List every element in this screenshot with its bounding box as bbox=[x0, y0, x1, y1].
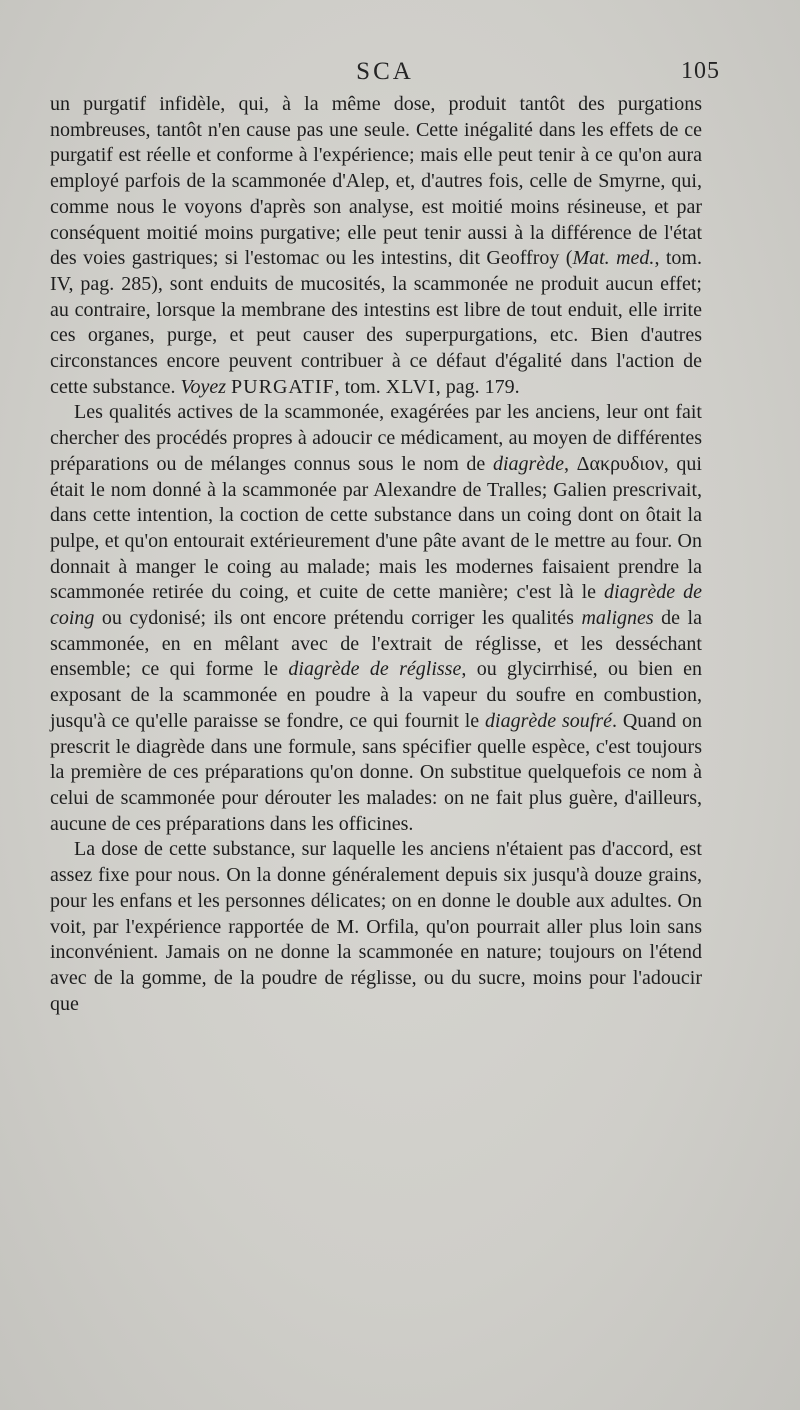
italic-text: diagrède de coing bbox=[50, 581, 702, 630]
text-run: . Quand on prescrit le diagrède dans une formule, sans spécifier quelle espèce, c'est toujours la première de ces préparations qu'on donne. On substitue quelquefois ce nom à celui de scammonée pour dérouter les malades: on ne fait plus guère, d'ailleurs, aucune de ces préparations dans les officines. bbox=[50, 709, 703, 835]
text-run: un purgatif infidèle, qui, à la même dose, produit tantôt des purgations nombreuses, tantôt n'en cause pas une seule. Cette inégalité dans les effets de ce purgatif est réelle et conforme à l'expérience; mais elle peut tenir à ce qu'on aura employé parfois de la scammonée d'Alep, et, d'autres fois, celle de Smyrne, qui, comme nous le voyons d'après son analyse, est moitié moins résineuse, et par conséquent moitié moins purgative; elle peut tenir aussi à la différence de l'état des voies gastriques; si l'estomac ou les intestins, dit Geoffroy ( bbox=[50, 93, 702, 270]
page-number: 105 bbox=[681, 58, 720, 84]
running-title: SCA bbox=[356, 58, 414, 85]
italic-text: Mat. med. bbox=[572, 247, 655, 270]
italic-text: diagrède soufré bbox=[485, 709, 612, 732]
paragraph-2 bbox=[50, 400, 702, 837]
text-run: , tom. bbox=[334, 375, 386, 398]
italic-text: diagrède bbox=[492, 452, 565, 475]
italic-text: diagrède de réglisse bbox=[288, 658, 462, 681]
smallcaps-text: PURGATIF bbox=[231, 375, 335, 398]
smallcaps-text: XLVI bbox=[385, 375, 436, 398]
italic-text: Voyez bbox=[180, 375, 227, 398]
text-run: Les qualités actives de la scammonée, exagérées par les anciens, leur ont fait chercher des procédés propres à adoucir ce médicament, au moyen de différentes préparations ou de mélanges connus sous le nom de bbox=[50, 401, 702, 475]
text-run: , tom. IV, pag. 285), sont enduits de mucosités, la scammonée ne produit aucun effet; au contraire, lorsque la membrane des intestins est libre de tout enduit, elle irrite ces organes, purge, et peut causer des superpurgations, etc. Bien d'autres circonstances encore peuvent contribuer à ce défaut d'égalité dans l'action de cette substance. bbox=[50, 247, 702, 398]
text-run: de la scammonée, en en mêlant avec de l'extrait de réglisse, et les desséchant ensemble; ce qui forme le bbox=[50, 607, 702, 681]
text-run: ou cydonisé; ils ont encore prétendu corriger les qualités bbox=[94, 607, 582, 630]
text-run: , ou glycirrhisé, ou bien en exposant de la scammonée en poudre à la vapeur du soufre en combustion, jusqu'à ce qu'elle paraisse se fondre, ce qui fournit le bbox=[50, 658, 702, 732]
text-run: , pag. 179. bbox=[435, 375, 520, 398]
text-run: La dose de cette substance, sur laquelle les anciens n'étaient pas d'accord, est assez fixe pour nous. On la donne généralement depuis six jusqu'à douze grains, pour les enfans et les personnes délicates; on en donne le double aux adultes. On voit, par l'expérience rapportée de M. Orfila, qu'on pourrait aller plus loin sans inconvénient. Jamais on ne donne la scammonée en nature; toujours on l'étend avec de la gomme, de la poudre de réglisse, ou du sucre, moins pour l'adoucir que bbox=[50, 838, 702, 1015]
body-text bbox=[50, 92, 702, 1017]
text-run: , Δακρυδιον, qui était le nom donné à la scammonée par Alexandre de Tralles; Galien prescrivait, dans cette intention, la coction de cette substance dans un coing dont on ôtait la pulpe, et qu'on entourait extérieurement d'une pâte avant de le mettre au four. On donnait à manger le coing au malade; mais les modernes faisaient prendre la scammonée retirée du coing, et cuite de cette manière; c'est là le bbox=[50, 452, 702, 604]
paragraph-1 bbox=[50, 92, 702, 400]
paragraph-3 bbox=[50, 837, 702, 1017]
page-header bbox=[50, 58, 720, 92]
italic-text: malignes bbox=[581, 607, 654, 630]
